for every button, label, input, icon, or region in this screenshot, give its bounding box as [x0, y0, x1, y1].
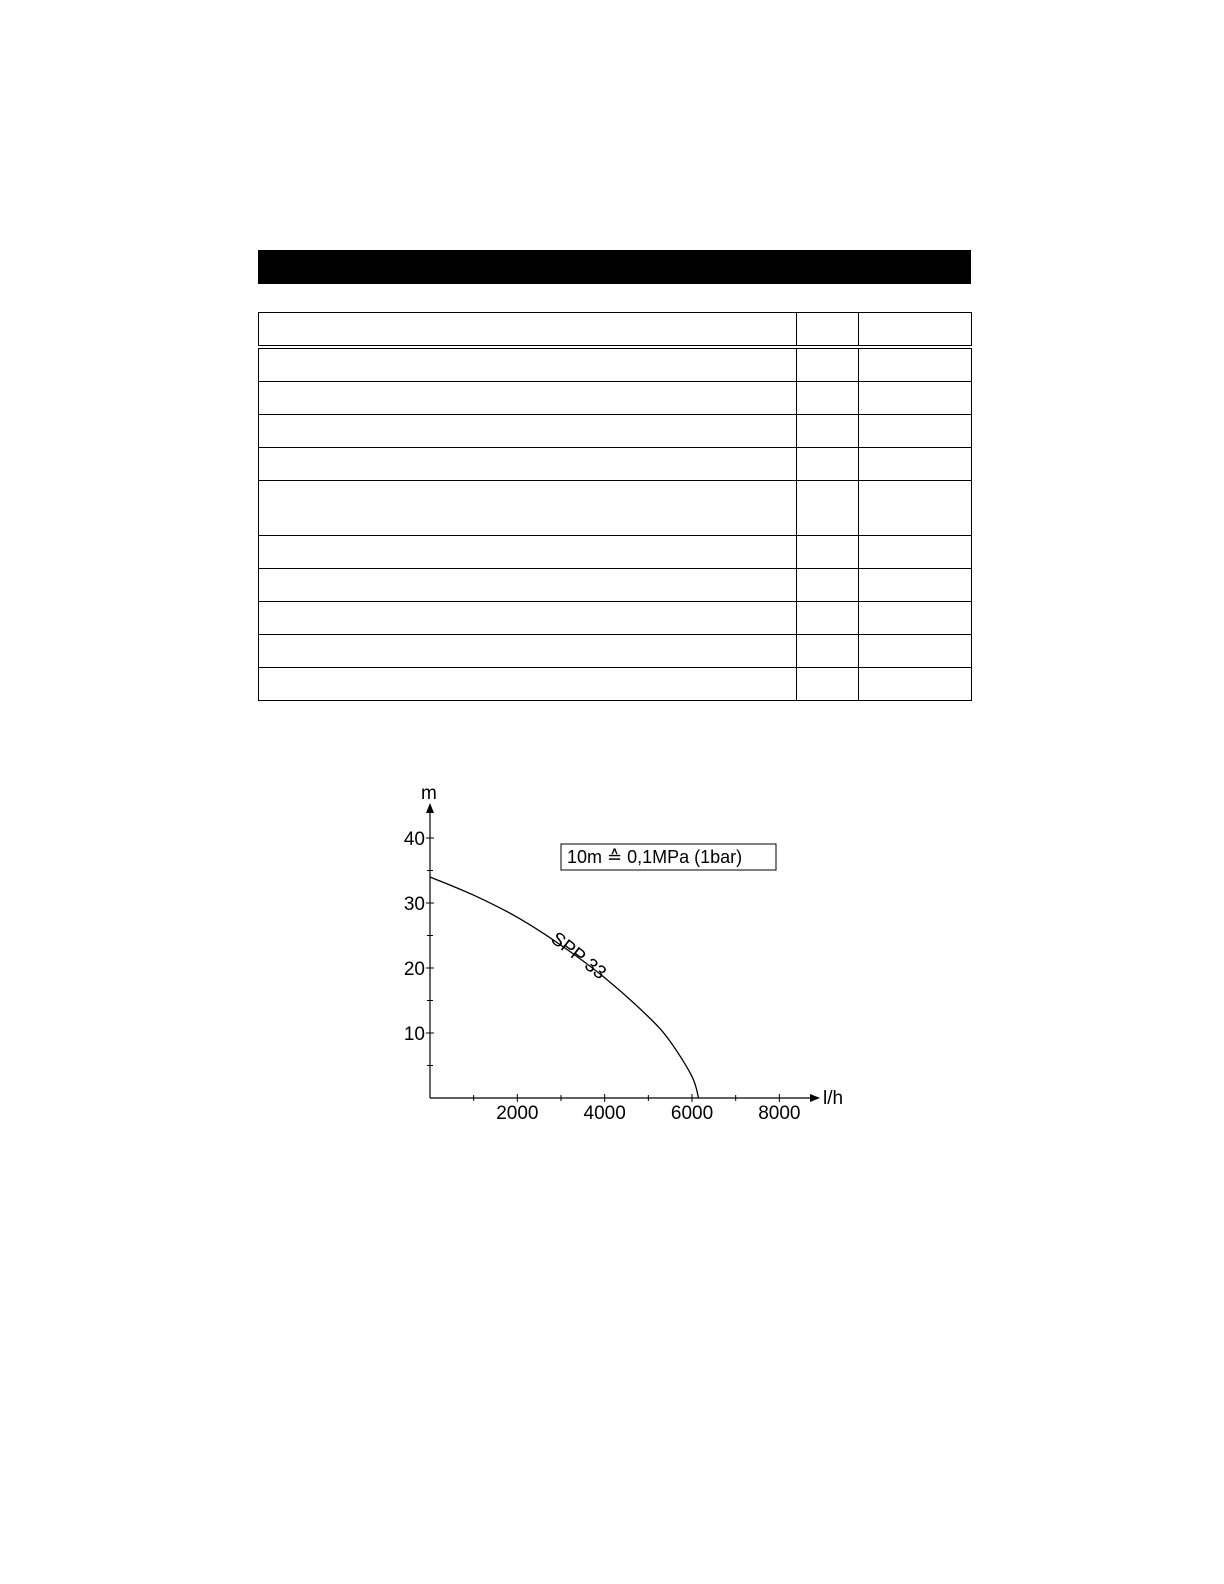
table-cell	[797, 382, 859, 415]
y-tick-label: 30	[403, 894, 425, 915]
table-cell	[859, 635, 972, 668]
table-row	[259, 536, 972, 569]
table-header-row	[259, 313, 972, 348]
section-header-bar	[258, 250, 971, 284]
table-cell	[259, 602, 797, 635]
x-tick-label: 6000	[670, 1103, 714, 1124]
table-row	[259, 481, 972, 536]
table-cell	[797, 347, 859, 382]
table-cell	[859, 569, 972, 602]
table-cell	[797, 415, 859, 448]
table-row	[259, 635, 972, 668]
y-axis-arrow-icon	[426, 803, 434, 813]
specifications-table	[258, 312, 972, 701]
table-cell	[259, 668, 797, 701]
table-cell	[259, 382, 797, 415]
series-label: SPP 33	[546, 928, 610, 985]
table-cell	[259, 448, 797, 481]
table-cell	[797, 635, 859, 668]
table-cell	[859, 347, 972, 382]
table-cell	[797, 448, 859, 481]
table-cell	[859, 448, 972, 481]
table-cell	[797, 536, 859, 569]
table-row	[259, 602, 972, 635]
table-cell	[859, 382, 972, 415]
y-tick-label: 40	[403, 829, 425, 850]
table-row	[259, 415, 972, 448]
y-axis-label: m	[421, 785, 437, 804]
table-cell	[797, 481, 859, 536]
table-cell	[259, 635, 797, 668]
table-cell	[859, 668, 972, 701]
chart-svg	[390, 785, 860, 1130]
table-cell	[797, 668, 859, 701]
y-tick-label: 10	[403, 1024, 425, 1045]
table-row	[259, 382, 972, 415]
x-axis-arrow-icon	[810, 1094, 820, 1102]
table-cell	[859, 415, 972, 448]
table-row	[259, 347, 972, 382]
table-cell	[859, 536, 972, 569]
series-line	[430, 877, 699, 1098]
table-cell	[859, 602, 972, 635]
table-row	[259, 569, 972, 602]
table-cell	[797, 602, 859, 635]
unit-conversion-annotation	[561, 844, 776, 870]
table-header-cell	[259, 313, 797, 348]
x-tick-label: 2000	[496, 1103, 539, 1124]
annotation-text: 10m ≙ 0,1MPa (1bar)	[567, 847, 743, 867]
table-cell	[259, 481, 797, 536]
table-row	[259, 668, 972, 701]
x-tick-label: 8000	[758, 1103, 801, 1124]
table-cell	[797, 569, 859, 602]
series	[430, 877, 699, 1098]
y-tick-label: 20	[403, 959, 425, 980]
x-tick-label: 4000	[583, 1103, 626, 1124]
table-cell	[259, 415, 797, 448]
x-axis-label: l/h	[823, 1088, 844, 1109]
pump-curve-chart	[390, 785, 860, 1130]
table-row	[259, 448, 972, 481]
table-cell	[259, 347, 797, 382]
table-cell	[259, 569, 797, 602]
table-header-cell	[797, 313, 859, 348]
table-header-cell	[859, 313, 972, 348]
table-cell	[259, 536, 797, 569]
table-cell	[859, 481, 972, 536]
